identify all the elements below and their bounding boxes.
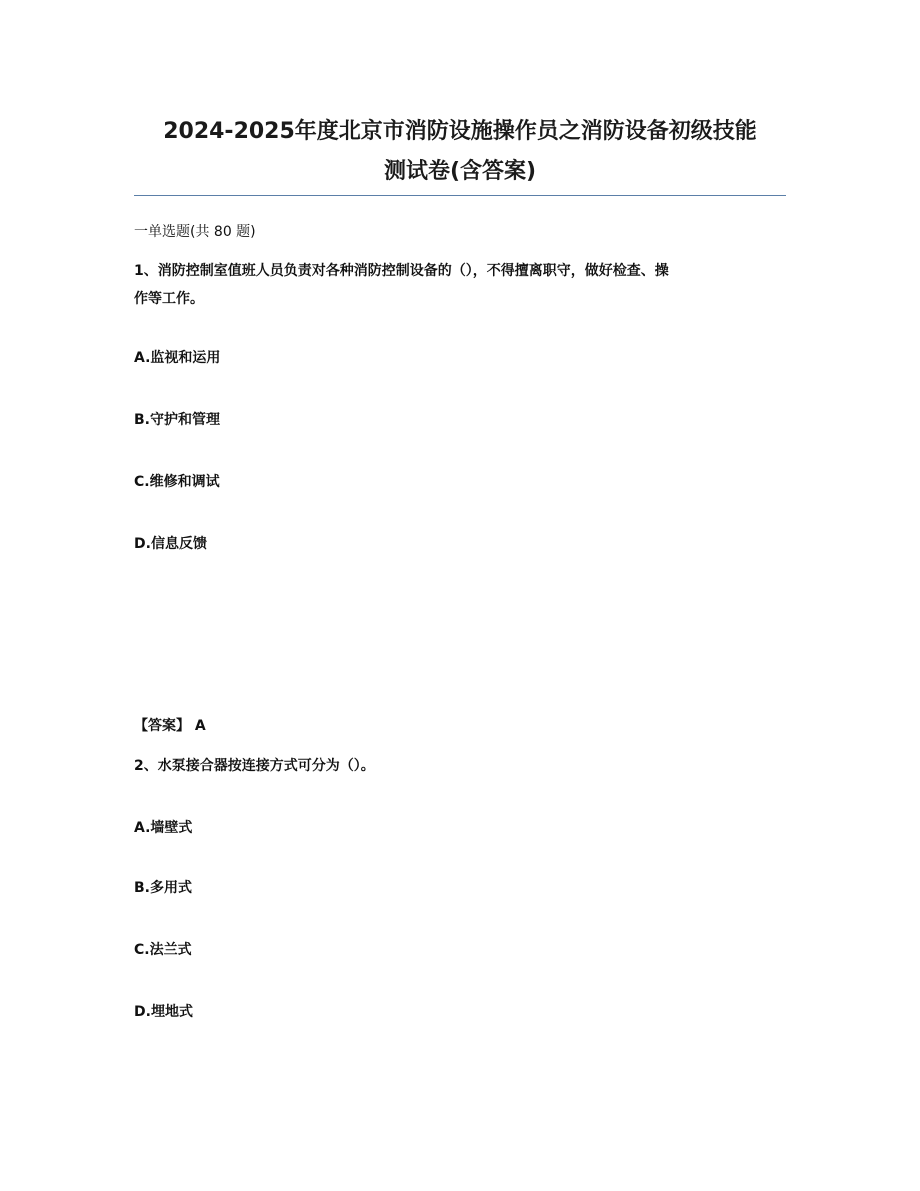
question-2-option-d: D.埋地式 [134,1004,193,1020]
document-title [120,112,800,192]
question-2-option-a: A.墙壁式 [134,820,193,836]
title-line-1: 2024-2025年度北京市消防设施操作员之消防设备初级技能 [163,119,757,144]
question-1-stem [134,257,784,313]
question-1-stem-line-1: 1、消防控制室值班人员负责对各种消防控制设备的（），不得擅离职守，做好检查、操 [134,263,669,279]
question-1-answer: 【答案】 A [134,718,206,734]
question-1-option-d: D.信息反馈 [134,536,207,552]
question-1-stem-line-2: 作等工作。 [134,291,204,307]
question-1-option-b: B.守护和管理 [134,412,220,428]
question-2-option-c: C.法兰式 [134,942,192,958]
section-heading: 一单选题(共 80 题) [134,224,256,240]
question-2-option-b: B.多用式 [134,880,192,896]
title-divider [134,195,786,196]
question-1-option-c: C.维修和调试 [134,474,220,490]
question-2-stem: 2、水泵接合器按连接方式可分为（）。 [134,758,375,774]
title-line-2: 测试卷(含答案) [383,159,537,184]
question-1-option-a: A.监视和运用 [134,350,221,366]
